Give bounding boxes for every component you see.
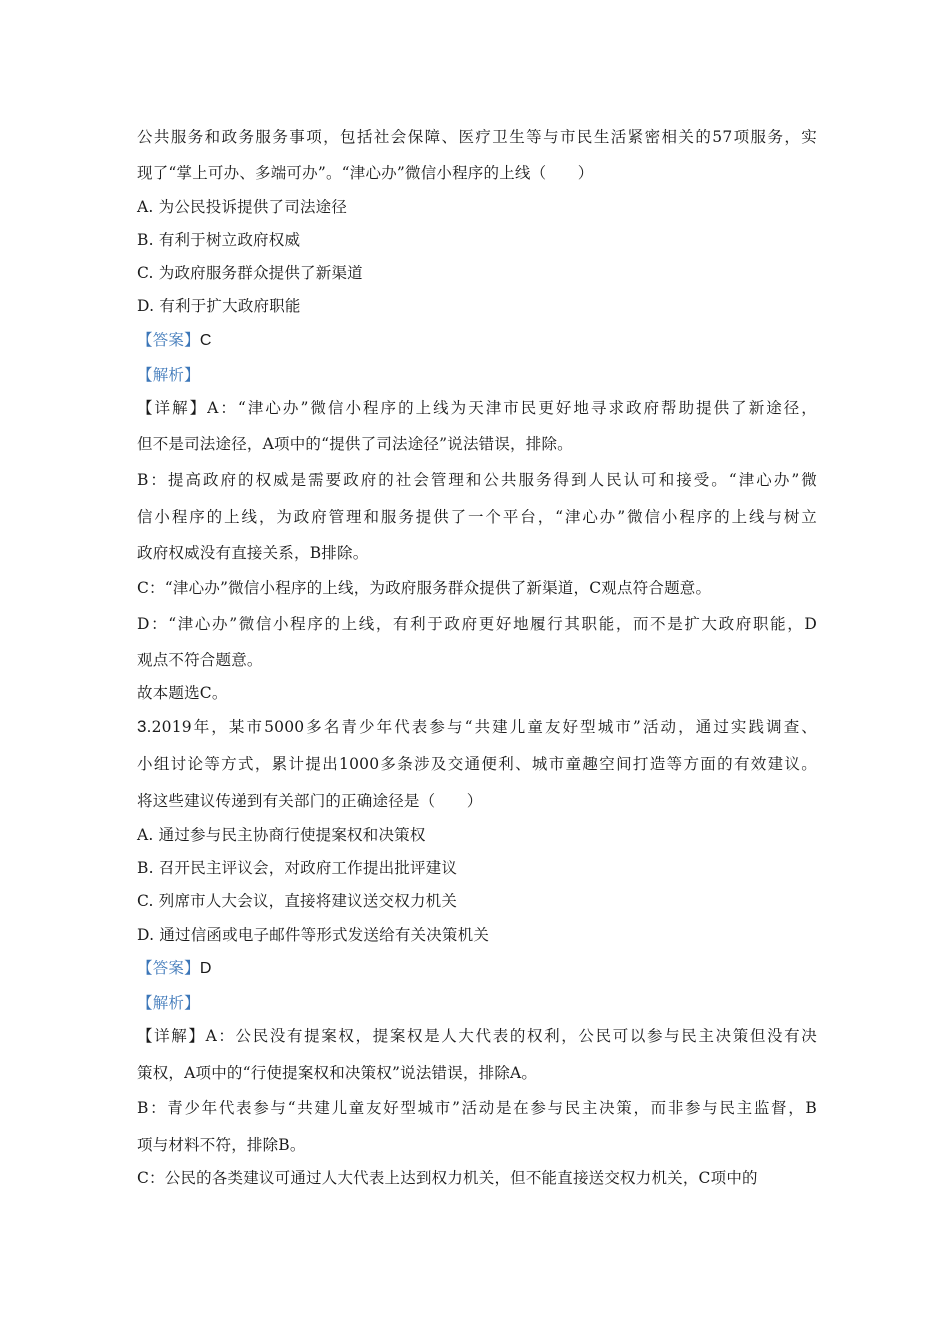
q3-stem-line-1 [137,717,817,737]
q2-stem-line-1: 公共服务和政务服务事项，包括社会保障、医疗卫生等与市民生活紧密相关的57项服务，实 [137,128,817,146]
q3-detail-text-1: A：公民没有提案权，提案权是人大代表的权利，公民可以参与民主决策但没有决 [205,1027,817,1045]
q3-analysis-label: 【解析】 [137,994,200,1012]
q2-analysis-label: 【解析】 [137,366,200,384]
q3-answer-value: D [199,960,212,977]
q2-detail-label: 【详解】 [137,399,208,417]
q3-detail-label: 【详解】 [137,1027,206,1045]
q2-detail-line-4: 信小程序的上线，为政府管理和服务提供了一个平台，“津心办”微信小程序的上线与树立 [137,508,817,526]
q2-option-a: A. 为公民投诉提供了司法途径 [137,198,348,216]
q2-detail-line-7: D：“津心办”微信小程序的上线，有利于政府更好地履行其职能，而不是扩大政府职能，D [137,615,817,633]
q2-answer [137,330,817,351]
q3-answer-label: 【答案】 [137,959,200,977]
q2-option-c: C. 为政府服务群众提供了新渠道 [137,264,363,282]
q3-answer [137,958,817,979]
q3-option-a: A. 通过参与民主协商行使提案权和决策权 [137,826,426,844]
q2-detail-line-6: C：“津心办”微信小程序的上线，为政府服务群众提供了新渠道，C观点符合题意。 [137,579,712,597]
q3-option-c: C. 列席市人大会议，直接将建议送交权力机关 [137,892,458,910]
q3-option-d: D. 通过信函或电子邮件等形式发送给有关决策机关 [137,926,490,944]
q2-detail-line-1 [137,398,817,418]
q2-detail-line-9: 故本题选C。 [137,684,228,702]
q3-detail-line-1 [137,1026,817,1046]
q2-analysis [137,365,817,385]
q3-detail-line-2: 策权，A项中的“行使提案权和决策权”说法错误，排除A。 [137,1064,538,1082]
q3-detail-line-3: B：青少年代表参与“共建儿童友好型城市”活动是在参与民主决策，而非参与民主监督，B [137,1099,817,1117]
q2-detail-line-2: 但不是司法途径，A项中的“提供了司法途径”说法错误，排除。 [137,435,573,453]
q2-answer-label: 【答案】 [137,331,200,349]
q3-stem-text-1: 2019年，某市5000多名青少年代表参与“共建儿童友好型城市”活动，通过实践调查、 [151,718,817,736]
q2-detail-line-3: B：提高政府的权威是需要政府的社会管理和公共服务得到人民认可和接受。“津心办”微 [137,471,817,489]
q2-detail-line-5: 政府权威没有直接关系，B排除。 [137,544,369,562]
q3-analysis [137,993,817,1013]
q3-option-b: B. 召开民主评议会，对政府工作提出批评建议 [137,859,458,877]
q2-stem-line-2: 现了“掌上可办、多端可办”。“津心办”微信小程序的上线（ ） [137,164,594,182]
q3-stem-line-2: 小组讨论等方式，累计提出1000多条涉及交通便利、城市童趣空间打造等方面的有效建议。 [137,755,817,773]
q3-number: 3. [137,717,152,736]
q3-detail-line-4: 项与材料不符，排除B。 [137,1136,306,1154]
q2-detail-text-1: A：“津心办”微信小程序的上线为天津市民更好地寻求政府帮助提供了新途径， [207,399,817,417]
q3-detail-line-5: C：公民的各类建议可通过人大代表上达到权力机关，但不能直接送交权力机关，C项中的 [137,1169,758,1187]
q2-answer-value: C [199,332,212,349]
q2-detail-line-8: 观点不符合题意。 [137,651,263,669]
q3-stem-line-3: 将这些建议传递到有关部门的正确途径是（ ） [137,792,483,810]
q2-option-b: B. 有利于树立政府权威 [137,231,301,249]
q2-option-d: D. 有利于扩大政府职能 [137,297,301,315]
